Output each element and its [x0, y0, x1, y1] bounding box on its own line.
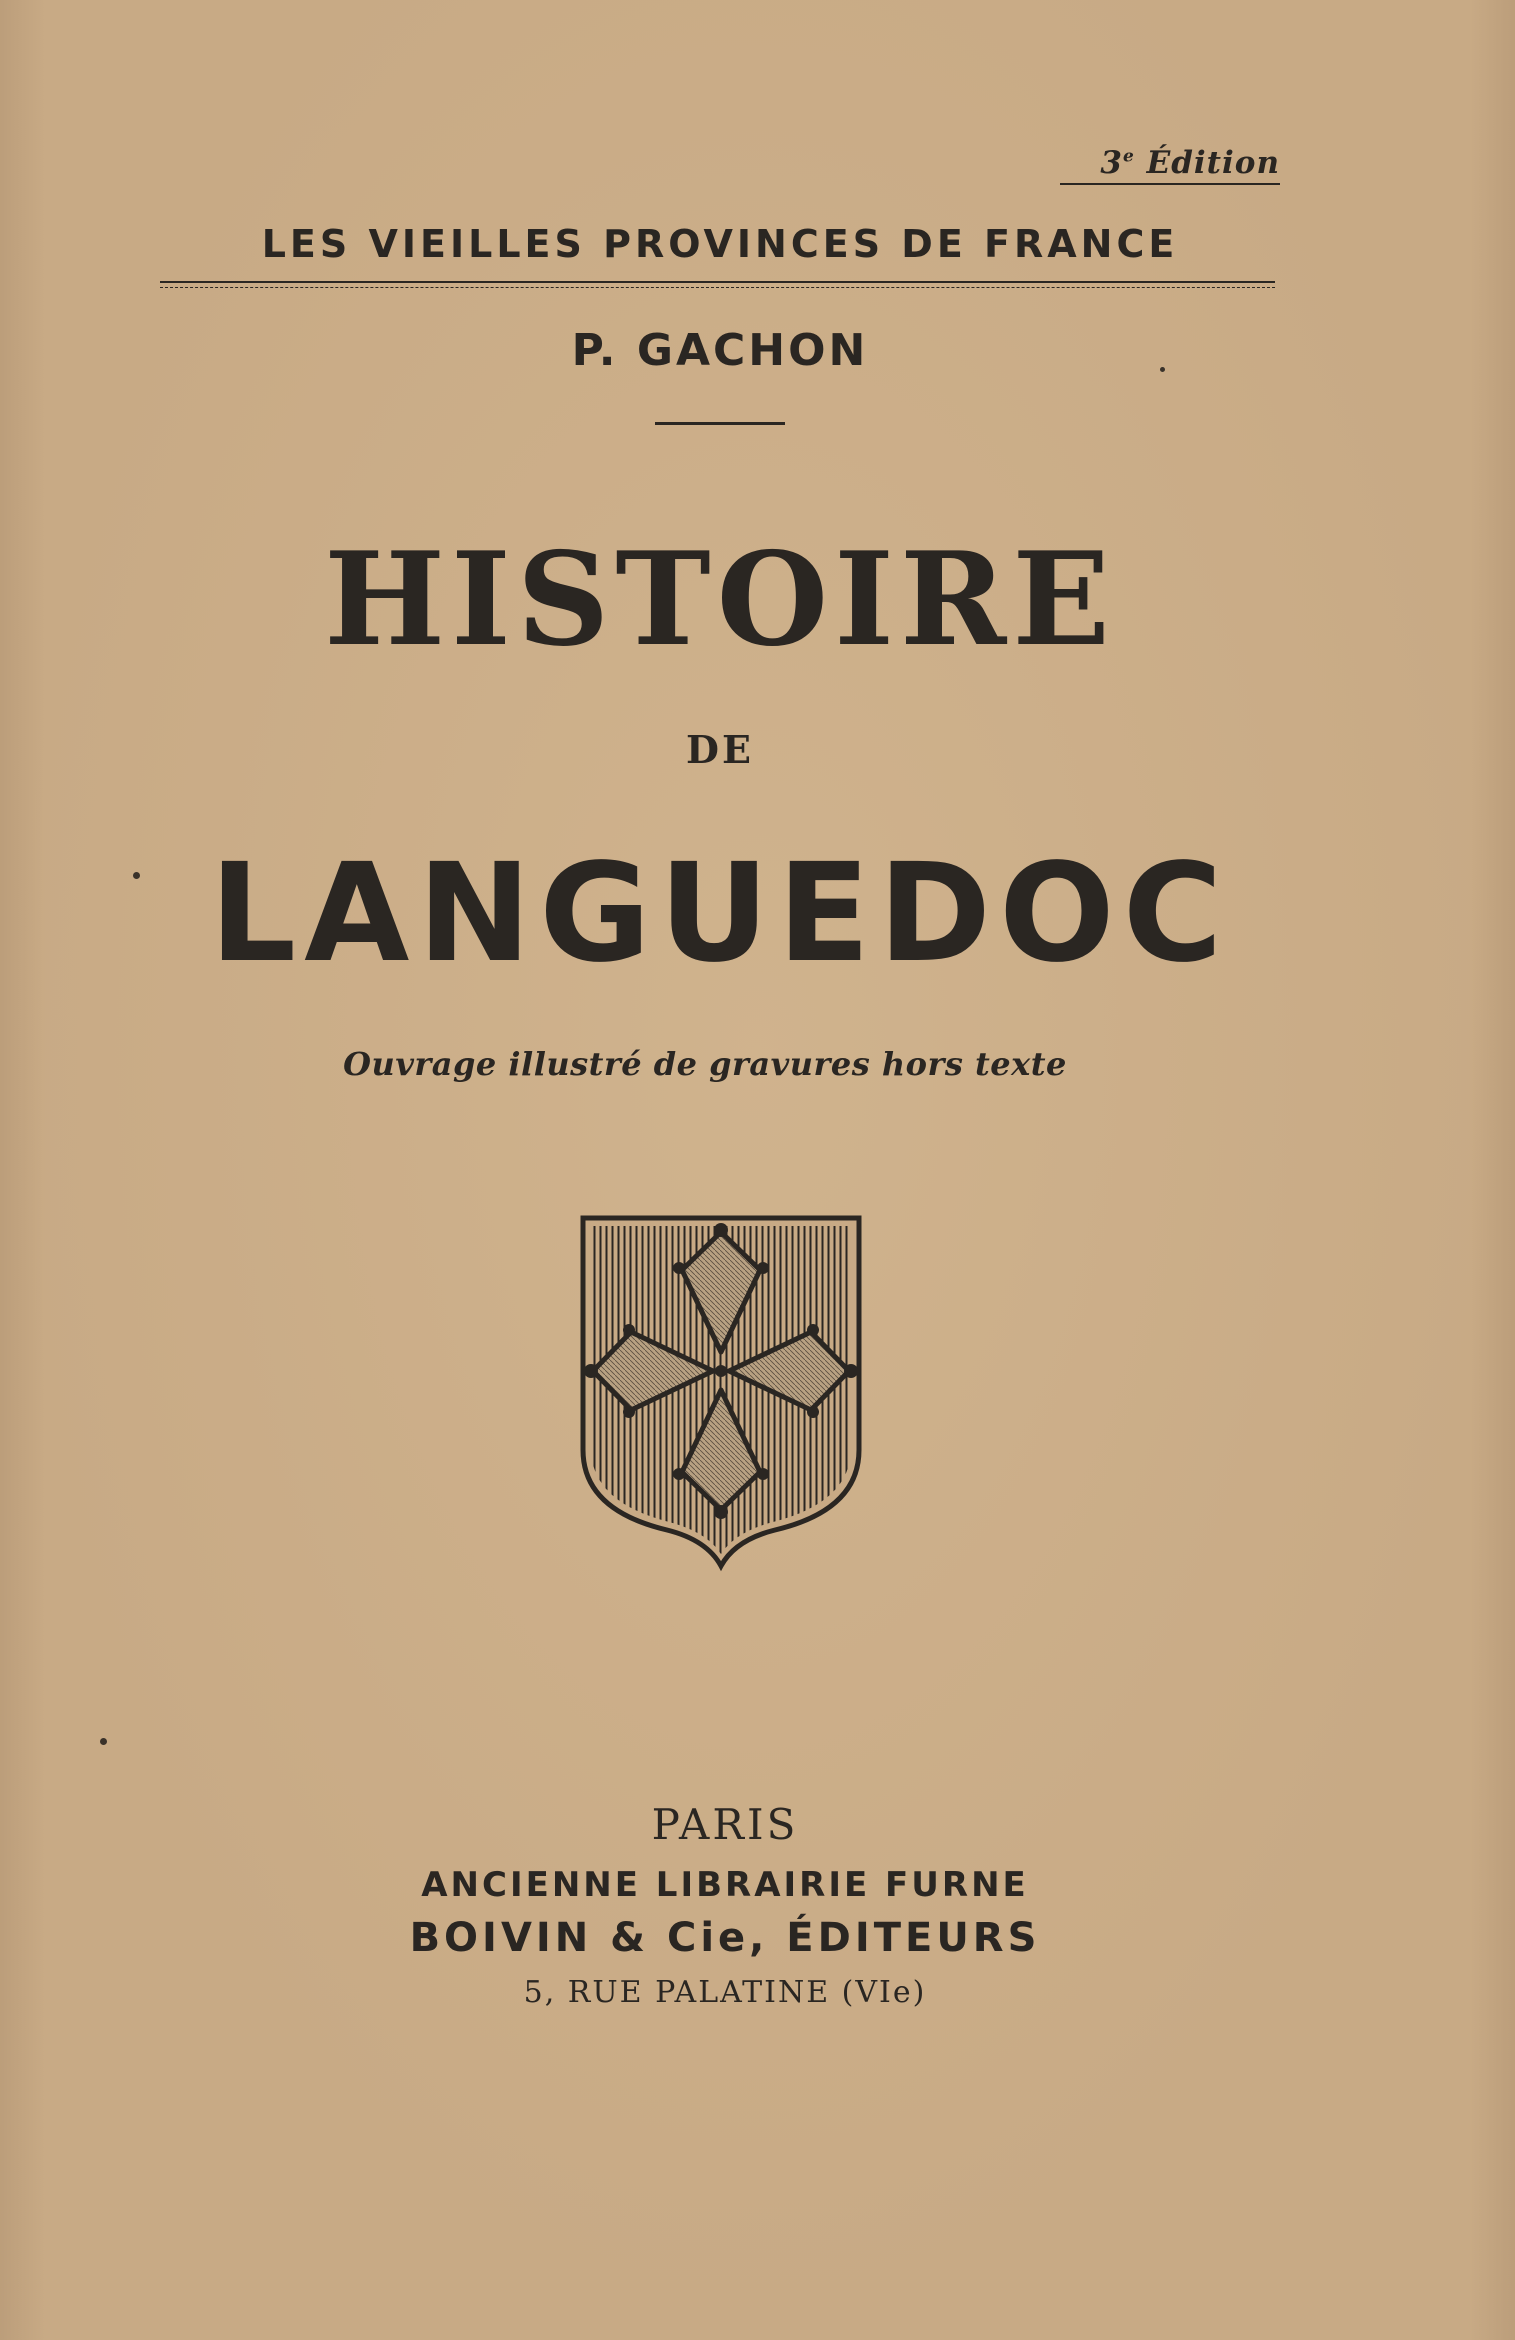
edition-label	[1060, 145, 1280, 185]
publisher-line-1: ANCIENNE LIBRAIRIE FURNE	[421, 1865, 1029, 1905]
series-title: LES VIEILLES PROVINCES DE FRANCE	[261, 222, 1179, 266]
paper-speck	[1160, 367, 1165, 372]
series-divider	[160, 281, 1275, 288]
author-divider	[655, 422, 785, 425]
subtitle: Ouvrage illustré de gravures hors texte	[343, 1045, 1067, 1083]
publisher-city: PARIS	[651, 1800, 799, 1849]
paper-speck	[133, 872, 140, 879]
edition-word: Édition	[1146, 145, 1280, 181]
title-connector: DE	[686, 727, 754, 772]
publisher-line-2: BOIVIN & Cie, ÉDITEURS	[409, 1915, 1041, 1961]
edition-number: 3	[1100, 145, 1123, 181]
paper-speck	[100, 1738, 107, 1745]
publisher-address: 5, RUE PALATINE (VIe)	[523, 1975, 927, 2010]
title-line-2: LANGUEDOC	[209, 835, 1231, 993]
edition-suffix: e	[1122, 146, 1135, 167]
author-name: P. GACHON	[571, 325, 869, 376]
occitan-cross-shield-icon	[575, 1210, 867, 1572]
title-line-1: HISTOIRE	[324, 525, 1116, 675]
